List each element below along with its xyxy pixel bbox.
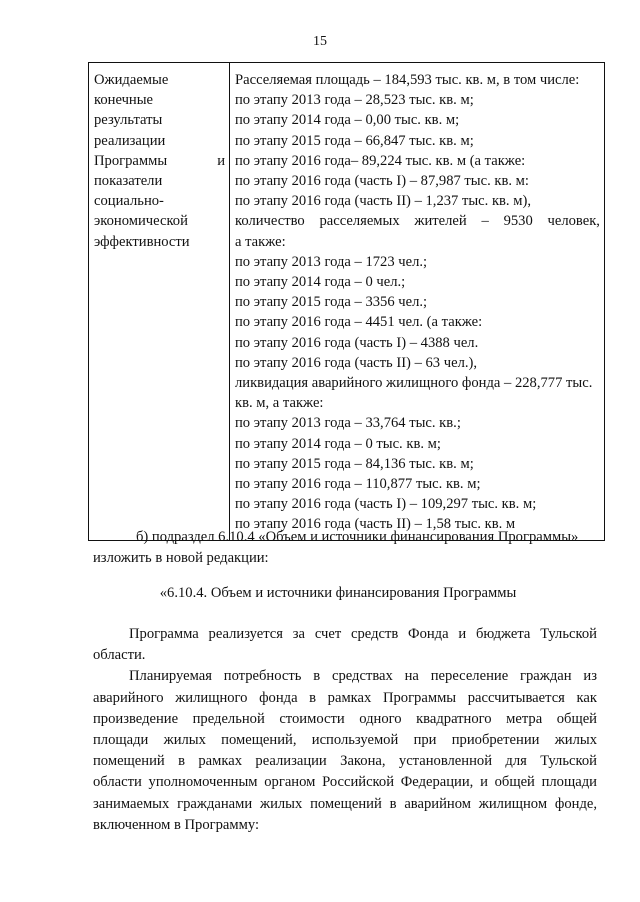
value-line: кв. м, а также:: [235, 395, 324, 412]
word: произведение: [93, 710, 179, 727]
word: одного: [359, 710, 402, 727]
word: переселение: [430, 668, 509, 685]
word: помещений: [93, 753, 165, 770]
word: счет: [314, 626, 342, 642]
word: органом: [264, 774, 316, 791]
word: приобретении: [451, 732, 540, 749]
value-line: по этапу 2014 года – 0 чел.;: [235, 274, 406, 291]
paragraph-line: включенном в Программу:: [93, 816, 260, 833]
label-word: Программы: [94, 152, 168, 169]
value-line: по этапу 2013 года – 33,764 тыс. кв.;: [235, 415, 461, 432]
word: граждан: [520, 668, 572, 685]
value-line: по этапу 2016 года – 110,877 тыс. кв. м;: [235, 476, 481, 493]
label-line: эффективности: [94, 233, 190, 250]
word: стоимости: [279, 710, 345, 727]
paragraph-line: [93, 709, 597, 730]
word: в: [178, 753, 185, 770]
table-row: [89, 63, 605, 541]
body-text: [93, 624, 597, 836]
value-word: человек,: [547, 213, 600, 230]
word: площади: [93, 732, 149, 749]
label-line: реализации: [94, 132, 166, 149]
label-line: социально-: [94, 193, 164, 210]
label-cell: [89, 63, 230, 541]
word: рамках: [198, 753, 243, 770]
label-line: [94, 151, 225, 171]
value-line: по этапу 2016 года – 4451 чел. (а также:: [235, 314, 483, 331]
value-line: по этапу 2015 года – 84,136 тыс. кв. м;: [235, 455, 474, 472]
paragraph-line: [93, 730, 597, 751]
word: и: [480, 774, 488, 791]
word: Тульской: [540, 626, 597, 642]
value-line: а также:: [235, 233, 286, 250]
section-title: «6.10.4. Объем и источники финансирования Программы: [159, 585, 517, 601]
value-line: по этапу 2016 года (часть I) – 109,297 тыс. кв. м;: [235, 496, 537, 513]
page-number: 15: [313, 34, 327, 49]
label-line: Ожидаемые: [94, 72, 169, 88]
paragraph-line: [93, 772, 597, 793]
word: средствах: [331, 668, 393, 685]
value-line: по этапу 2013 года – 28,523 тыс. кв. м;: [235, 92, 474, 109]
word: Федерации,: [400, 774, 474, 791]
word: фонде,: [554, 795, 597, 812]
word: на: [404, 668, 419, 685]
word: как: [576, 689, 597, 706]
value-line: по этапу 2015 года – 3356 чел.;: [235, 294, 428, 311]
paragraph-line: [93, 751, 597, 772]
word: бюджета: [476, 626, 531, 642]
label-word: и: [217, 152, 225, 169]
results-table: [88, 62, 605, 541]
paragraph-line: [93, 688, 597, 709]
word: аварийном: [404, 795, 471, 812]
word: Фонда: [408, 626, 449, 642]
word: общей: [556, 710, 597, 727]
word: в: [313, 668, 321, 685]
value-line: [235, 211, 600, 231]
word: предельной: [192, 710, 265, 727]
paragraph-line: [93, 624, 597, 645]
word: общей: [494, 774, 535, 791]
word: средств: [351, 626, 399, 642]
word: Планируемая: [129, 668, 212, 685]
amendment-line: б) подраздел 6.10.4 «Объем и источники финансирования Программы»: [136, 529, 579, 545]
value-line: ликвидация аварийного жилищного фонда – 228,777 тыс.: [235, 375, 593, 392]
word: площади: [541, 774, 597, 791]
label-line: экономической: [94, 213, 188, 230]
value-line: по этапу 2013 года – 1723 чел.;: [235, 253, 428, 270]
value-line: по этапу 2014 года – 0,00 тыс. кв. м;: [235, 112, 460, 129]
word: реализуется: [208, 626, 283, 642]
paragraph-line: [93, 666, 597, 687]
word: гражданами: [177, 795, 253, 812]
word: для: [505, 753, 527, 770]
word: из: [583, 668, 597, 685]
label-line: результаты: [94, 112, 163, 129]
label-line: показатели: [94, 173, 163, 190]
word: Закона,: [340, 753, 386, 770]
word: Тульской: [540, 753, 597, 770]
word: рамках: [327, 689, 372, 706]
word: при: [413, 732, 437, 749]
value-word: –: [481, 213, 489, 230]
amendment-paragraph: [93, 527, 597, 569]
word: квадратного: [416, 710, 492, 727]
word: Программа: [129, 626, 199, 642]
word: установленной: [398, 753, 493, 770]
word: Программы: [382, 689, 457, 706]
word: жилых: [163, 732, 206, 749]
value-word: жителей: [414, 213, 467, 230]
word: метра: [506, 710, 543, 727]
word: рассчитывается: [467, 689, 565, 706]
word: реализации: [255, 753, 327, 770]
label-line: конечные: [94, 92, 154, 109]
amendment-line: изложить в новой редакции:: [93, 550, 269, 566]
value-line: по этапу 2016 года (часть II) – 1,237 тыс. кв. м),: [235, 193, 531, 210]
word: занимаемых: [93, 795, 170, 812]
word: жилищного: [175, 689, 248, 706]
word: Российской: [322, 774, 395, 791]
word: помещений: [310, 795, 382, 812]
value-line: по этапу 2016 года (часть II) – 1,58 тыс. кв. м: [235, 516, 516, 533]
word: фонда: [259, 689, 298, 706]
word: в: [389, 795, 397, 812]
word: жилых: [554, 732, 597, 749]
word: потребность: [223, 668, 302, 685]
word: в: [309, 689, 317, 706]
value-line: Расселяемая площадь – 184,593 тыс. кв. м, в том числе:: [235, 72, 580, 88]
paragraph-line: области.: [93, 647, 146, 664]
word: используемой: [311, 732, 399, 749]
value-word: количество: [235, 213, 305, 230]
word: аварийного: [93, 689, 164, 706]
value-cell: [230, 63, 605, 541]
word: и: [458, 626, 467, 642]
value-line: по этапу 2015 года – 66,847 тыс. кв. м;: [235, 132, 474, 149]
paragraph-line: [93, 794, 597, 815]
value-line: по этапу 2016 года– 89,224 тыс. кв. м (а также:: [235, 152, 526, 169]
word: области: [93, 774, 142, 791]
value-line: по этапу 2016 года (часть I) – 87,987 тыс. кв. м:: [235, 173, 529, 190]
value-word: расселяемых: [319, 213, 400, 230]
word: за: [292, 626, 306, 642]
value-line: по этапу 2016 года (часть I) – 4388 чел.: [235, 334, 479, 351]
value-line: по этапу 2014 года – 0 тыс. кв. м;: [235, 435, 441, 452]
value-line: по этапу 2016 года (часть II) – 63 чел.),: [235, 354, 478, 371]
value-word: 9530: [503, 213, 533, 230]
word: помещений,: [221, 732, 297, 749]
word: жилищном: [478, 795, 548, 812]
word: уполномоченным: [148, 774, 258, 791]
word: жилых: [260, 795, 303, 812]
